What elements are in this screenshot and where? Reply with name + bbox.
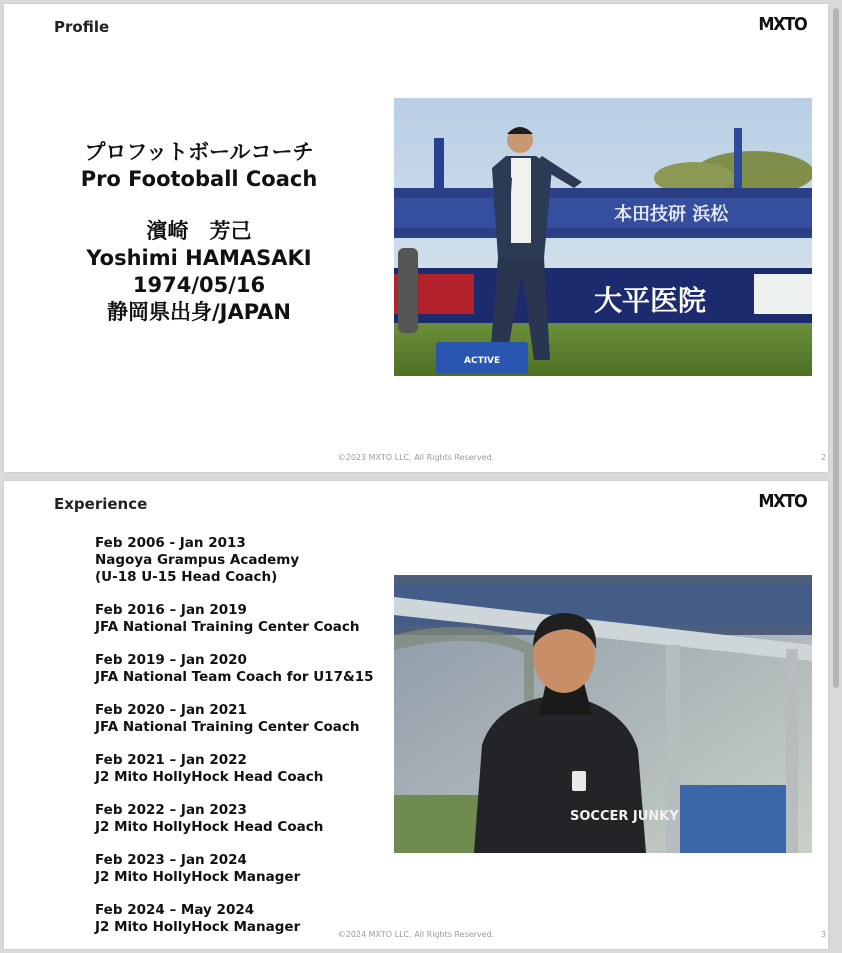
coach-sideline-photo — [394, 98, 812, 376]
list-item — [95, 852, 395, 886]
name-japanese: 濱崎 芳己 — [146, 219, 252, 243]
role-english: Pro Footoball Coach — [80, 167, 318, 191]
page-number: 3 — [820, 930, 826, 939]
experience-list — [95, 535, 395, 952]
experience-period: Feb 2006 - Jan 2013 — [95, 535, 246, 551]
profile-info — [34, 139, 364, 326]
slide-title: Experience — [54, 495, 148, 513]
list-item — [95, 802, 395, 836]
experience-role: JFA National Training Center Coach — [95, 619, 360, 635]
experience-period: Feb 2022 – Jan 2023 — [95, 802, 247, 818]
mxto-logo: MXTO — [757, 491, 806, 512]
coach-portrait-photo — [394, 575, 812, 853]
origin: 静岡県出身/JAPAN — [106, 300, 292, 324]
experience-period: Feb 2020 – Jan 2021 — [95, 702, 247, 718]
experience-period: Feb 2023 – Jan 2024 — [95, 852, 247, 868]
vertical-scrollbar[interactable] — [833, 8, 839, 688]
experience-role: Nagoya Grampus Academy — [95, 552, 300, 568]
birthdate: 1974/05/16 — [132, 273, 266, 297]
experience-period: Feb 2016 – Jan 2019 — [95, 602, 247, 618]
page-number: 2 — [820, 453, 826, 462]
list-item — [95, 752, 395, 786]
banner-text-1: 本田技研 浜松 — [614, 204, 729, 225]
slide-profile — [4, 4, 828, 472]
name-english: Yoshimi HAMASAKI — [86, 246, 312, 270]
jacket-text: SOCCER JUNKY — [570, 809, 679, 824]
banner-text-2: 大平医院 — [594, 284, 707, 317]
list-item — [95, 702, 395, 736]
experience-role: J2 Mito HollyHock Manager — [95, 869, 301, 885]
list-item — [95, 652, 395, 686]
experience-role: JFA National Team Coach for U17&15 — [95, 669, 374, 685]
slide-experience — [4, 481, 828, 949]
experience-role: J2 Mito HollyHock Head Coach — [95, 819, 324, 835]
slide-title: Profile — [54, 18, 110, 36]
role-japanese: プロフットボールコーチ — [84, 140, 314, 164]
experience-role: J2 Mito HollyHock Head Coach — [95, 769, 324, 785]
footer-copyright: ©2023 MXTO LLC. All Rights Reserved. — [337, 453, 495, 462]
experience-role: JFA National Training Center Coach — [95, 719, 360, 735]
experience-detail: (U-18 U-15 Head Coach) — [95, 569, 278, 585]
mxto-logo: MXTO — [757, 14, 806, 35]
experience-period: Feb 2021 – Jan 2022 — [95, 752, 247, 768]
experience-role: J2 Mito HollyHock Manager — [95, 919, 301, 935]
bag-text: ACTIVE — [464, 356, 501, 366]
footer-copyright: ©2024 MXTO LLC. All Rights Reserved. — [337, 930, 495, 939]
list-item — [95, 602, 395, 636]
experience-period: Feb 2024 – May 2024 — [95, 902, 255, 918]
list-item — [95, 535, 395, 586]
experience-period: Feb 2019 – Jan 2020 — [95, 652, 247, 668]
